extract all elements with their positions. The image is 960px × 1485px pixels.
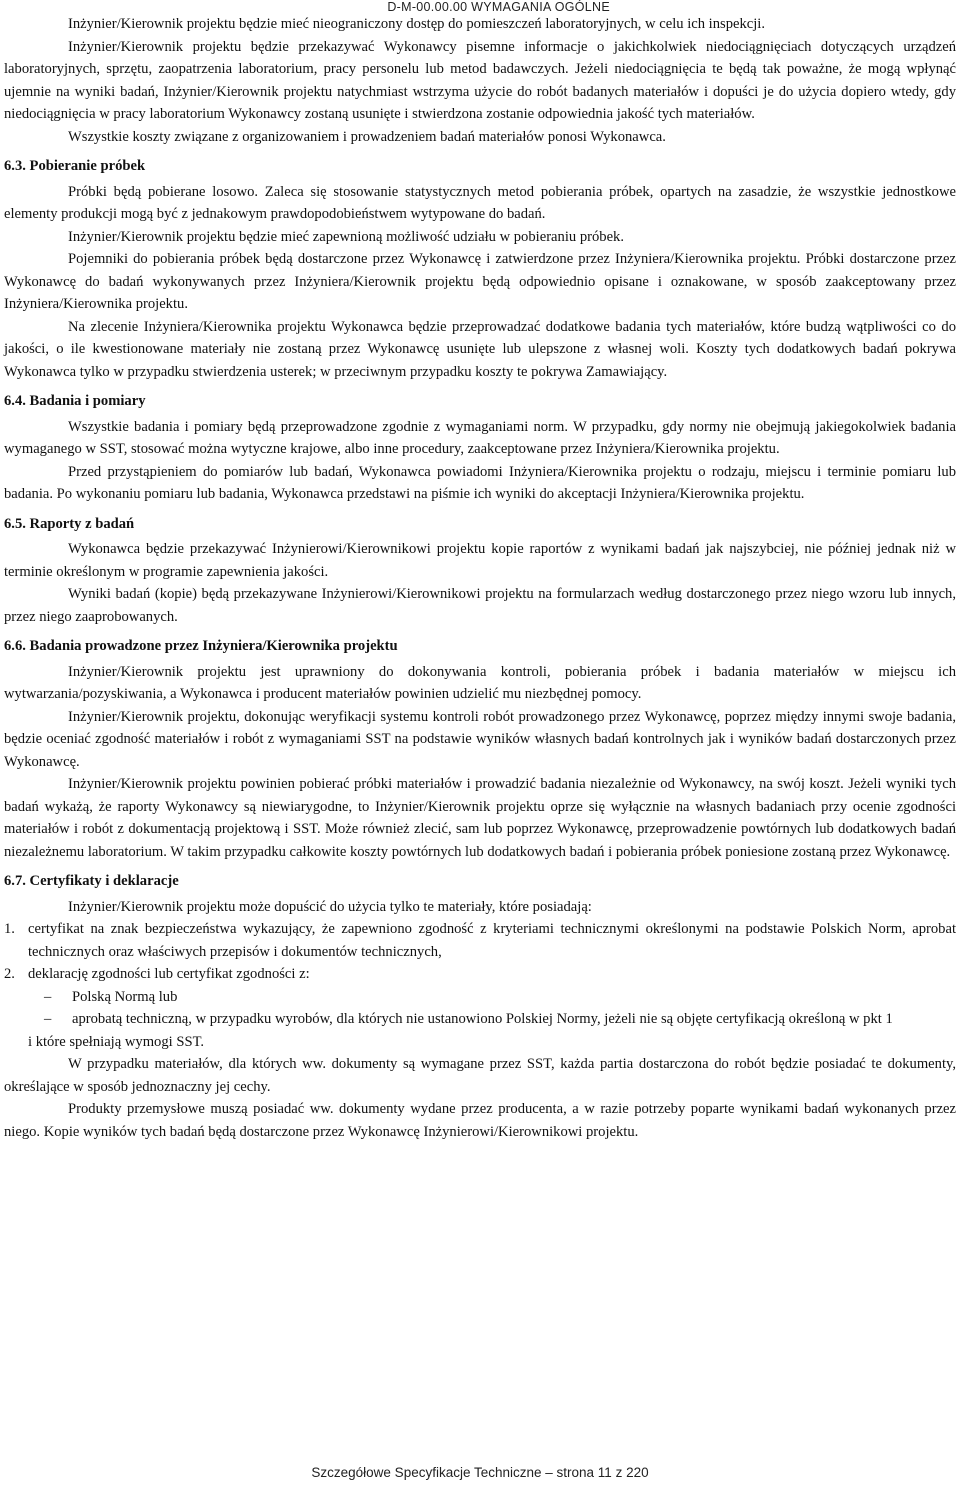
dash-marker: – xyxy=(44,1011,52,1027)
running-header: D-M-00.00.00 WYMAGANIA OGÓLNE xyxy=(387,0,610,14)
sub-list-item xyxy=(4,1008,956,1031)
paragraph: Inżynier/Kierownik projektu będzie mieć zapewnioną możliwość udziału w pobieraniu próbek. xyxy=(68,228,624,245)
paragraph: Inżynier/Kierownik projektu będzie mieć nieograniczony dostęp do pomieszczeń laboratoryjnych, w celu ich inspekcji. xyxy=(68,16,766,32)
page-footer: Szczegółowe Specyfikacje Techniczne – strona 11 z 220 xyxy=(311,1465,649,1480)
paragraph: Przed przystąpieniem do pomiarów lub badań, Wykonawca powiadomi Inżyniera/Kierownika projektu o rodzaju, miejscu i terminie pomiaru lub badania. Po wykonaniu pomiaru lub badania, Wykonawca przedstawi na piśmie ich wyniki do akceptacji Inżyniera/Kierownika projektu. xyxy=(4,463,956,502)
list-continuation: i które spełniają wymogi SST. xyxy=(28,1033,205,1050)
certificate-list xyxy=(4,918,956,986)
paragraph: Produkty przemysłowe muszą posiadać ww. dokumenty wydane przez producenta, a w razie potrzeby poparte wynikami badań wykonanych przez niego. Kopie wyników tych badań będą dostarczone przez Wykonawcę Inżynierowi/Kierownikowi projektu. xyxy=(4,1101,956,1140)
paragraph: Pojemniki do pobierania próbek będą dostarczone przez Wykonawcę i zatwierdzone przez Inżyniera/Kierownika projektu. Próbki dostarczone przez Wykonawcę do badań wykonywanych przez Inżyniera/Kierownik projektu będą odpowiednio opisane i oznakowane, w sposób zaakceptowany przez Inżyniera/Kierownika projektu. xyxy=(4,251,956,312)
section-heading-6-5: 6.5. Raporty z badań xyxy=(4,515,135,532)
list-item xyxy=(4,963,956,986)
paragraph: Wszystkie badania i pomiary będą przeprowadzone zgodnie z wymaganiami norm. W przypadku, gdy normy nie obejmują jakiegokolwiek badania wymaganego w SST, stosować można wytyczne krajowe, albo inne procedury, zaakceptowane przez Inżyniera/Kierownika projektu. xyxy=(4,418,956,457)
paragraph: Wyniki badań (kopie) będą przekazywane Inżynierowi/Kierownikowi projektu na formularzach według dostarczonego przez niego wzoru lub innych, przez niego zaaprobowanych. xyxy=(4,586,956,625)
paragraph: Próbki będą pobierane losowo. Zaleca się stosowanie statystycznych metod pobierania próbek, opartych na zasadzie, że wszystkie jednostkowe elementy produkcji mogą być z jednakowym prawdopodobieństwem wytypowane do badań. xyxy=(4,183,956,222)
sub-list-item-text: aprobatą techniczną, w przypadku wyrobów, dla których nie ustanowiono Polskiej Normy, jeżeli nie są objęte certyfikacją określoną w pkt 1 xyxy=(72,1011,893,1027)
paragraph: Na zlecenie Inżyniera/Kierownika projektu Wykonawca będzie przeprowadzać dodatkowe badania tych materiałów, które budzą wątpliwości co do jakości, o ile kwestionowane materiały nie zostaną przez Wykonawcę usunięte lub ulepszone z własnej woli. Koszty tych dodatkowych badań pokrywa Wykonawca tylko w przypadku stwierdzenia usterek; w przeciwnym przypadku koszty te pokrywa Zamawiający. xyxy=(4,318,956,380)
dash-marker: – xyxy=(44,988,52,1005)
section-heading-6-4: 6.4. Badania i pomiary xyxy=(4,393,146,409)
sub-list-item xyxy=(4,986,956,1009)
paragraph: Wykonawca będzie przekazywać Inżynierowi/Kierownikowi projektu kopie raportów z wynikami badań jak najszybciej, nie później jednak niż w terminie określonym w programie zapewnienia jakości. xyxy=(4,541,956,580)
section-heading-6-6: 6.6. Badania prowadzone przez Inżyniera/Kierownika projektu xyxy=(4,638,398,654)
paragraph: Inżynier/Kierownik projektu powinien pobierać próbki materiałów i prowadzić badania niezależnie od Wykonawcy, na swój koszt. Jeżeli wyniki tych badań wykażą, że raporty Wykonawcy są niewiarygodne, to Inżynier/Kierownik projektu oprze się wyłącznie na własnych badaniach przy ocenie zgodności materiałów i robót z dokumentacją projektową i SST. Może również zlecić, sam lub poprzez Wykonawcę, przeprowadzenie powtórnych lub dodatkowych badań niezależnemu laboratorium. W takim przypadku całkowite koszty powtórnych lub dodatkowych badań i pobierania próbek poniesione zostaną przez Wykonawcę. xyxy=(4,776,956,860)
paragraph: Inżynier/Kierownik projektu, dokonując weryfikacji systemu kontroli robót prowadzonego przez Wykonawcę, poprzez między innymi swoje badania, będzie oceniać zgodność materiałów i robót z wymaganiami SST na podstawie wyników własnych badań kontrolnych jak i wyników badań dostarczonych przez Wykonawcę. xyxy=(4,708,956,770)
list-number: 2. xyxy=(4,966,15,982)
paragraph: Wszystkie koszty związane z organizowaniem i prowadzeniem badań materiałów ponosi Wykonawca. xyxy=(68,128,666,145)
sub-list-item-text: Polską Normą lub xyxy=(72,988,178,1005)
list-number: 1. xyxy=(4,921,15,937)
section-heading-6-7: 6.7. Certyfikaty i deklaracje xyxy=(4,873,179,889)
list-item-text: deklarację zgodności lub certyfikat zgodności z: xyxy=(28,966,310,982)
paragraph: Inżynier/Kierownik projektu może dopuścić do użycia tylko te materiały, które posiadają: xyxy=(68,898,592,915)
paragraph: Inżynier/Kierownik projektu jest uprawniony do dokonywania kontroli, pobierania próbek i badania materiałów w miejscu ich wytwarzania/pozyskiwania, a Wykonawca i producent materiałów powinien udzielić mu niezbędnej pomocy. xyxy=(4,663,956,702)
list-item-text: certyfikat na znak bezpieczeństwa wykazujący, że zapewniono zgodność z kryteriami technicznymi określonymi na podstawie Polskich Norm, aprobat technicznych oraz właściwych przepisów i dokumentów technicznych, xyxy=(28,921,956,960)
sub-list xyxy=(4,986,956,1031)
paragraph: W przypadku materiałów, dla których ww. dokumenty są wymagane przez SST, każda partia dostarczona do robót będzie posiadać te dokumenty, określające w sposób jednoznaczny jej cechy. xyxy=(4,1056,956,1095)
section-heading-6-3: 6.3. Pobieranie próbek xyxy=(4,158,146,174)
list-item xyxy=(4,918,956,963)
paragraph: Inżynier/Kierownik projektu będzie przekazywać Wykonawcy pisemne informacje o jakichkolwiek niedociągnięciach dotyczących urządzeń laboratoryjnych, sprzętu, zaopatrzenia laboratorium, pracy personelu lub metod badawczych. Jeżeli niedociągnięcia te będą tak poważne, że mogą wpłynąć ujemnie na wyniki badań, Inżynier/Kierownik projektu natychmiast wstrzyma użycie do robót badanych materiałów i dopuści je do użycia dopiero wtedy, gdy niedociągnięcia w pracy laboratorium Wykonawcy zostaną usunięte i stwierdzona zostanie odpowiednia jakość tych materiałów. xyxy=(4,38,956,122)
